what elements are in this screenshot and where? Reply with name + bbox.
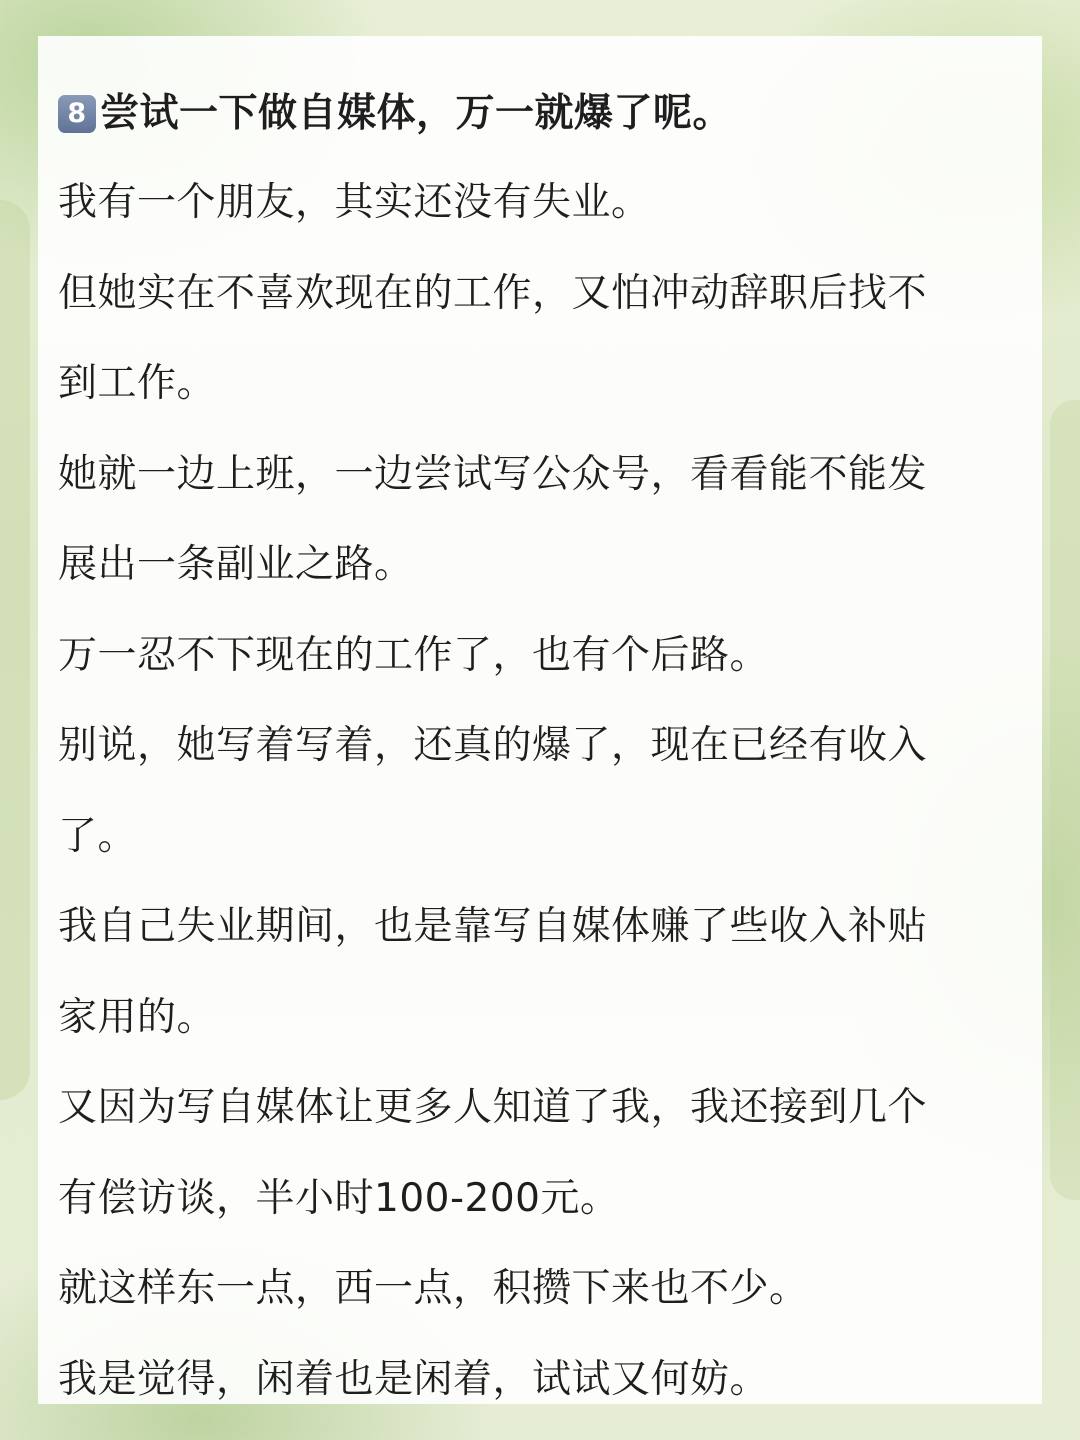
heading-text: 尝试一下做自媒体，万一就爆了呢。 (100, 91, 733, 136)
paragraph-line: 我是觉得，闲着也是闲着，试试又何妨。 (58, 1356, 770, 1402)
paragraph-line: 了。 (58, 813, 138, 859)
paragraph-line: 有偿访谈，半小时100-200元。 (58, 1175, 620, 1221)
paragraph-line: 别说，她写着写着，还真的爆了，现在已经有收入 (58, 723, 928, 768)
paragraph-line: 到工作。 (58, 361, 217, 406)
paragraph-line: 她就一边上班，一边尝试写公众号，看看能不能发 (58, 451, 928, 497)
paragraph-line: 家用的。 (58, 994, 217, 1040)
paragraph-line: 我自己失业期间，也是靠写自媒体赚了些收入补贴 (58, 904, 928, 949)
background-foliage (0, 200, 30, 1100)
paragraph-line: 就这样东一点，西一点，积攒下来也不少。 (58, 1266, 809, 1311)
background-foliage (1050, 400, 1080, 1200)
paragraph-line: 但她实在不喜欢现在的工作，又怕冲动辞职后找不 (58, 270, 928, 316)
body-text (58, 158, 1006, 1425)
paragraph-line: 万一忍不下现在的工作了，也有个后路。 (58, 632, 770, 678)
text-card (38, 36, 1042, 1404)
keycap-number-badge: 8 (58, 95, 96, 133)
paragraph-line: 我有一个朋友，其实还没有失业。 (58, 180, 651, 225)
section-heading (58, 92, 1006, 136)
paragraph-line: 又因为写自媒体让更多人知道了我，我还接到几个 (58, 1085, 928, 1130)
paragraph-line: 展出一条副业之路。 (58, 542, 414, 587)
